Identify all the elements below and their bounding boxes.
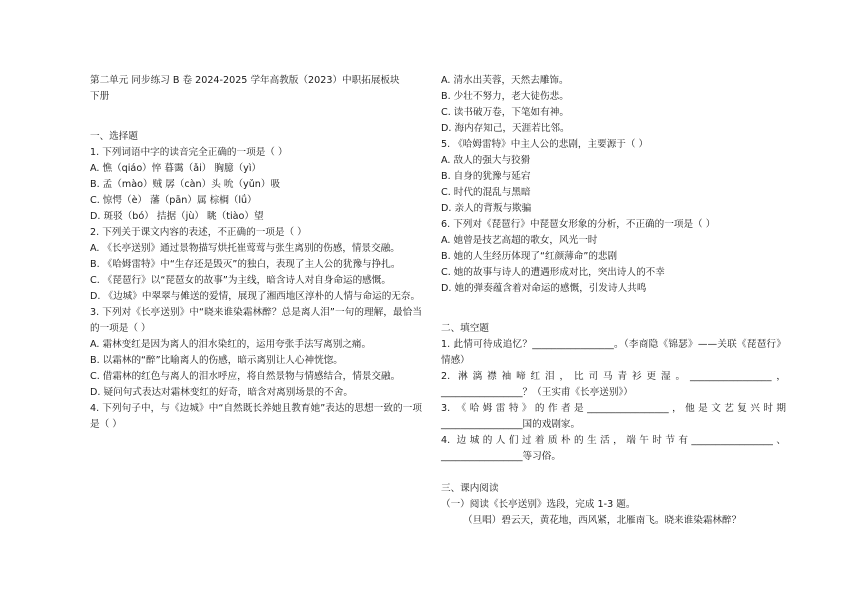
question-3-option-c: C. 借霜林的红色与离人的泪水呼应，将自然景物与情感结合，情景交融。 — [90, 371, 401, 382]
reading-passage: （旦唱）碧云天，黄花地，西风紧，北雁南飞。晓来谁染霜林醉？ — [463, 515, 742, 526]
section-heading-fill: 二、填空题 — [441, 323, 489, 334]
question-5-option-d: D. 亲人的背叛与欺骗 — [441, 203, 532, 214]
question-3-option-d: D. 疑问句式表达对霜林变红的好奇，暗含对离别场景的不舍。 — [90, 387, 353, 398]
question-1: 1. 下列词语中字的读音完全正确的一项是（ ） — [90, 147, 288, 158]
question-3-option-a: A. 霜林变红是因为离人的泪水染红的，运用夸张手法写离别之痛。 — [90, 339, 372, 350]
question-4-option-d: D. 海内存知己，天涯若比邻。 — [441, 123, 570, 134]
question-6-option-a: A. 她曾是技艺高超的歌女，风光一时 — [441, 235, 598, 246]
question-4-option-c: C. 读书破万卷，下笔如有神。 — [441, 107, 569, 118]
question-2-option-c: C. 《琵琶行》以“琵琶女的故事”为主线，暗含诗人对自身命运的感慨。 — [90, 275, 391, 286]
right-column — [441, 73, 786, 529]
question-1-option-b: B. 孟（mào）贼 孱（càn）头 吮（yǔn）吸 — [90, 179, 281, 190]
doc-title-line2: 下册 — [90, 91, 110, 102]
fill-question-3: 3. 《哈姆雷特》的作者是_________________，他是文艺复兴时期_________________国的戏剧家。 — [441, 403, 786, 430]
section-heading-choice: 一、选择题 — [90, 131, 138, 142]
question-5: 5. 《哈姆雷特》中主人公的悲剧，主要源于（ ） — [441, 139, 649, 150]
fill-question-2: 2. 淋漓襟袖啼红泪，比司马青衫更湿。_________________，_________________？（王实甫《长亭送别》） — [441, 371, 786, 398]
question-2-option-b: B. 《哈姆雷特》中“生存还是毁灭”的独白，表现了主人公的犹豫与挣扎。 — [90, 259, 401, 270]
question-2-option-a: A. 《长亭送别》通过景物描写烘托崔莺莺与张生离别的伤感，情景交融。 — [90, 243, 400, 254]
fill-question-1: 1. 此情可待成追忆？_________________。（李商隐《锦瑟》——关联《琵琶行》情感） — [441, 339, 786, 366]
question-6-option-d: D. 她的弹奏蕴含着对命运的感慨，引发诗人共鸣 — [441, 283, 647, 294]
question-6-option-c: C. 她的故事与诗人的遭遇形成对比，突出诗人的不幸 — [441, 267, 665, 278]
question-6-option-b: B. 她的人生经历体现了“红颜薄命”的悲剧 — [441, 251, 618, 262]
question-3: 3. 下列对《长亭送别》中“晓来谁染霜林醉？总是离人泪”一句的理解，最恰当的一项是（ ） — [90, 307, 422, 334]
question-1-option-d: D. 斑驳（bó） 拮据（jù） 眺（tiào）望 — [90, 211, 264, 222]
question-3-option-b: B. 以霜林的“醉”比喻离人的伤感，暗示离别让人心神恍惚。 — [90, 355, 343, 366]
question-6: 6. 下列对《琵琶行》中琵琶女形象的分析，不正确的一项是（ ） — [441, 219, 716, 230]
section-heading-reading: 三、课内阅读 — [441, 483, 499, 494]
question-1-option-a: A. 憔（qiáo）悴 暮霭（ǎi） 胸臆（yì） — [90, 163, 262, 174]
question-5-option-c: C. 时代的混乱与黑暗 — [441, 187, 531, 198]
doc-title-line1: 第二单元 同步练习 B 卷 2024-2025 学年高教版（2023）中职拓展板块 — [90, 75, 400, 86]
question-5-option-b: B. 自身的犹豫与延宕 — [441, 171, 531, 182]
reading-instruction: （一）阅读《长亭送别》选段，完成 1-3 题。 — [441, 499, 636, 510]
fill-question-4: 4. 边城的人们过着质朴的生活，端午时节有_________________、_________________等习俗。 — [441, 435, 786, 462]
question-5-option-a: A. 敌人的强大与狡猾 — [441, 155, 531, 166]
question-4-option-b: B. 少壮不努力，老大徒伤悲。 — [441, 91, 569, 102]
question-2-option-d: D. 《边城》中翠翠与傩送的爱情，展现了湘西地区淳朴的人情与命运的无奈。 — [90, 291, 421, 302]
left-column — [90, 73, 422, 433]
question-4-option-a: A. 清水出芙蓉，天然去雕饰。 — [441, 75, 569, 86]
question-4: 4. 下列句子中，与《边城》中“自然既长养她且教育她”表达的思想一致的一项是（ ） — [90, 403, 422, 430]
question-1-option-c: C. 惊愕（è） 藩（pān）属 棕榈（lǘ） — [90, 195, 257, 206]
question-2: 2. 下列关于课文内容的表述，不正确的一项是（ ） — [90, 227, 307, 238]
